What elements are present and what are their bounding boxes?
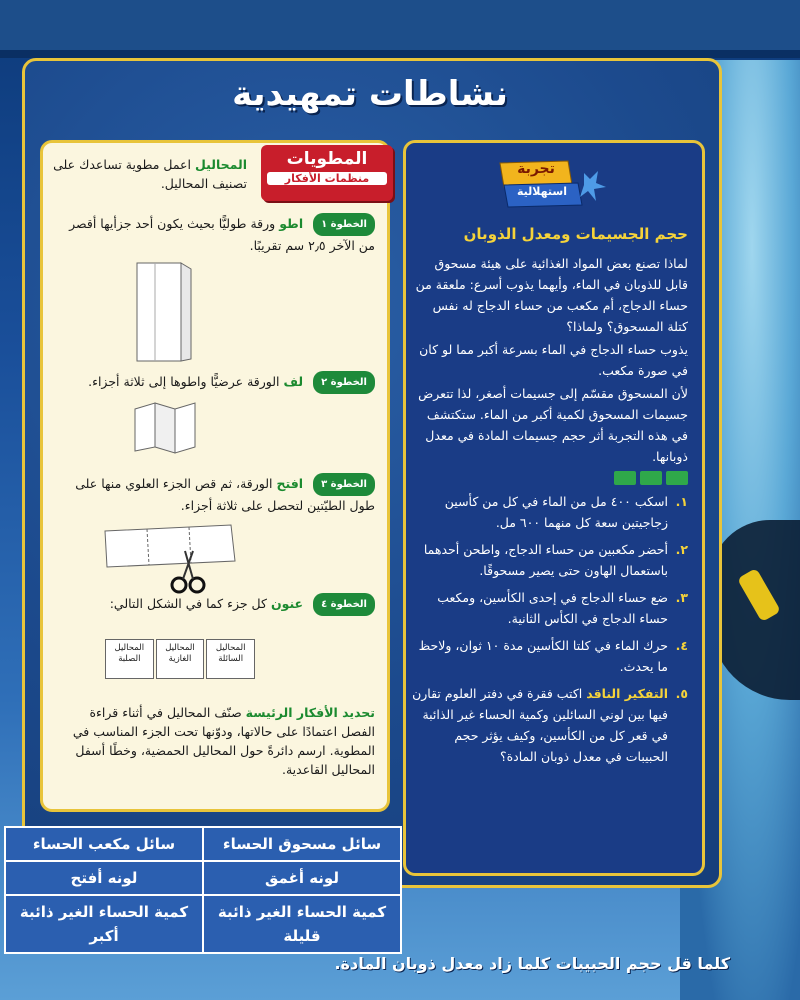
experiment-panel — [403, 140, 705, 876]
main-ideas-keyword: تحديد الأفكار الرئيسة — [245, 705, 375, 720]
fold-step-4 — [53, 593, 375, 616]
foldables-intro — [47, 155, 247, 193]
step-text: الورقة عرضيًّا واطوها إلى ثلاثة أجزاء. — [88, 374, 280, 389]
fold-illustration-1 — [135, 259, 195, 365]
step-number: ٤. — [675, 638, 688, 653]
table-row — [5, 827, 401, 861]
step-text: حرك الماء في كلتا الكأسين مدة ١٠ ثوان، ولاحظ ما يحدث. — [418, 638, 668, 674]
step-text: كل جزء كما في الشكل التالي: — [109, 596, 267, 611]
foldables-badge — [261, 145, 393, 201]
safety-lab-coat-icon — [640, 471, 662, 485]
experiment-body — [410, 253, 688, 773]
foldables-panel — [40, 140, 390, 812]
fold-step-1 — [53, 213, 375, 255]
table-cell: سائل مكعب الحساء — [5, 827, 203, 861]
fold-illustration-2 — [131, 399, 201, 455]
step-number: ١. — [675, 494, 688, 509]
experiment-badge-line2: استهلالية — [517, 185, 567, 198]
fold-tabs-illustration — [105, 639, 255, 679]
fold-illustration-3 — [101, 521, 241, 597]
table-cell: كمية الحساء الغير ذائبة أكبر — [5, 895, 203, 953]
experiment-step-4 — [410, 635, 688, 677]
step-number: ٣. — [675, 590, 688, 605]
safety-hand-wash-icon — [614, 471, 636, 485]
step-keyword: عنون — [270, 596, 304, 611]
critical-thinking-text: اكتب فقرة في دفتر العلوم تقارن فيها بين لوني السائلين وكمية الحساء غير الذائبة في قعر كل من الكأسين، وكيف يؤثر حجم الحبيبات في معدل ذوبان المادة؟ — [412, 686, 668, 764]
table-cell: لونه أغمق — [203, 861, 401, 895]
step-text: ورقة طوليًّا بحيث يكون أحد جزأيها أقصر من الآخر ٢٫٥ سم تقريبًا. — [69, 216, 375, 253]
experiment-step-1 — [410, 491, 688, 533]
fold-tab-gas: المحاليل الغازية — [156, 639, 205, 679]
foldables-intro-text: اعمل مطوية تساعدك على تصنيف المحاليل. — [53, 157, 247, 191]
experiment-badge-line1: تجربة — [517, 161, 555, 177]
step-text: الورقة، ثم قص الجزء العلوي منها على طول الطيّتين لتحصل على ثلاثة أجزاء. — [75, 476, 375, 513]
experiment-answer-1: يذوب حساء الدجاج في الماء بسرعة أكبر مما لو كان في صورة مكعب. — [419, 342, 688, 378]
answer-table — [4, 826, 402, 954]
main-ideas-text: صنّف المحاليل في أثناء قراءة الفصل اعتمادًا على حالاتها، ودوّنها تحت الجزء المناسب في المطوية. ارسم دائرةً حول المحاليل الحمضية، وخطًا أسفل المحاليل القاعدية. — [72, 705, 375, 777]
step-text: ضع حساء الدجاج في إحدى الكأسين، ومكعب حساء الدجاج في الكأس الثانية. — [437, 590, 668, 626]
fold-tab-solid: المحاليل الصلبة — [105, 639, 154, 679]
experiment-steps — [410, 491, 688, 767]
step-pill: الخطوة ٣ — [313, 473, 375, 496]
step-text: اسكب ٤٠٠ مل من الماء في كل من كأسين زجاجيتين سعة كل منهما ٦٠٠ مل. — [444, 494, 668, 530]
experiment-title: حجم الجسيمات ومعدل الذوبان — [463, 225, 688, 243]
safety-icons — [410, 471, 688, 485]
experiment-intro: لماذا تصنع بعض المواد الغذائية على هيئة مسحوق قابل للذوبان في الماء، وأيهما يذوب أسرع: ملعقة من حساء الدجاج، أم مكعب من حساء الدجاج له نفس كتلة المسحوق؟ ولماذا؟ — [415, 256, 688, 334]
step-number: ٢. — [675, 542, 688, 557]
foldables-badge-title: المطويات — [286, 149, 368, 169]
step-text — [410, 683, 668, 767]
step-keyword: اطو — [279, 216, 304, 231]
experiment-step-3 — [410, 587, 688, 629]
top-bar-strip — [0, 50, 800, 58]
table-cell: لونه أفتح — [5, 861, 203, 895]
step-pill: الخطوة ٤ — [313, 593, 375, 616]
page-title: نشاطات تمهيدية — [232, 74, 508, 114]
experiment-answer-2: لأن المسحوق مقسّم إلى جسيمات أصغر، لذا تتعرض جسيمات المسحوق لكمية أكبر من الماء. ستكتشف في هذه التجربة أثر حجم جسيمات المادة في معدل ذوبانها. — [418, 386, 688, 464]
table-cell: سائل مسحوق الحساء — [203, 827, 401, 861]
bottom-note: كلما قل حجم الحبيبات كلما زاد معدل ذوبان المادة. — [334, 954, 730, 973]
foldables-badge-subtitle: منظمات الأفكار — [267, 172, 387, 185]
step-number: ٥. — [675, 686, 688, 701]
experiment-step-5 — [410, 683, 688, 767]
table-cell: كمية الحساء الغير ذائبة قليلة — [203, 895, 401, 953]
fold-step-3 — [53, 473, 375, 515]
fold-step-2 — [53, 371, 375, 394]
fold-tab-liquid: المحاليل السائلة — [206, 639, 255, 679]
critical-thinking-keyword: التفكير الناقد — [586, 686, 668, 701]
step-pill: الخطوة ٢ — [313, 371, 375, 394]
step-pill: الخطوة ١ — [313, 213, 375, 236]
step-keyword: لف — [283, 374, 304, 389]
main-ideas — [53, 703, 375, 779]
table-row — [5, 895, 401, 953]
step-text: أحضر مكعبين من حساء الدجاج، واطحن أحدهما باستعمال الهاون حتى يصير مسحوقًا. — [423, 542, 668, 578]
foldables-intro-keyword: المحاليل — [194, 157, 247, 172]
experiment-step-2 — [410, 539, 688, 581]
table-row — [5, 861, 401, 895]
safety-goggles-icon — [666, 471, 688, 485]
step-keyword: افتح — [276, 476, 304, 491]
